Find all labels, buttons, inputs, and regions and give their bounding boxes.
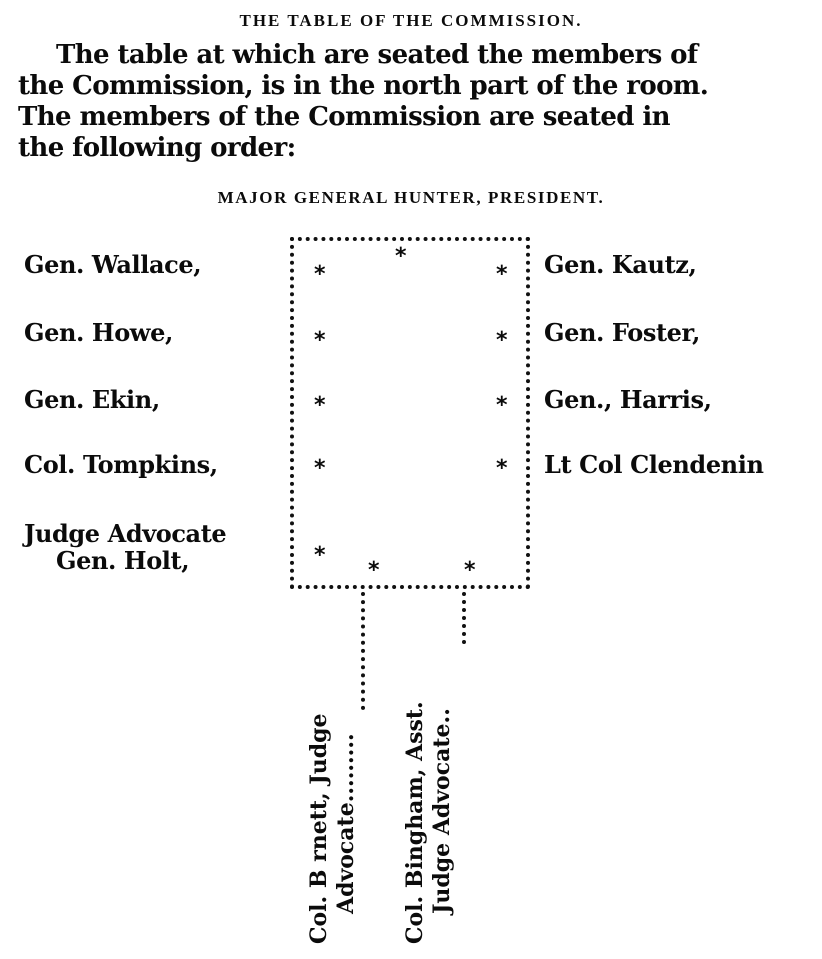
seat-marker: * bbox=[496, 328, 508, 353]
member-tompkins: Col. Tompkins, bbox=[24, 450, 218, 479]
seat-marker: * bbox=[314, 543, 326, 568]
seat-marker: * bbox=[314, 328, 326, 353]
member-harris: Gen., Harris, bbox=[544, 385, 712, 414]
commission-table-outline bbox=[290, 237, 530, 589]
seat-marker: * bbox=[496, 393, 508, 418]
bingham-line-1: Col. Bingham, Asst. bbox=[402, 701, 428, 944]
intro-line: the following order: bbox=[18, 133, 296, 163]
burnett-line-2: Advocate......... bbox=[333, 733, 359, 914]
leader-dots bbox=[462, 592, 466, 644]
intro-paragraph bbox=[18, 40, 808, 164]
article-heading: THE TABLE OF THE COMMISSION. bbox=[239, 11, 583, 30]
seat-marker: * bbox=[496, 456, 508, 481]
member-foster: Gen. Foster, bbox=[544, 318, 700, 347]
seat-marker: * bbox=[496, 262, 508, 287]
president-line: MAJOR GENERAL HUNTER, PRESIDENT. bbox=[217, 188, 605, 207]
leader-dots bbox=[361, 592, 365, 710]
judge-advocate-name: Gen. Holt, bbox=[56, 546, 190, 575]
member-kautz: Gen. Kautz, bbox=[544, 250, 697, 279]
bingham-line-2: Judge Advocate.. bbox=[429, 708, 455, 914]
member-wallace: Gen. Wallace, bbox=[24, 250, 202, 279]
assistant-burnett-label bbox=[306, 713, 360, 944]
burnett-line-1: Col. B rnett, Judge bbox=[306, 713, 332, 944]
member-ekin: Gen. Ekin, bbox=[24, 385, 160, 414]
member-howe: Gen. Howe, bbox=[24, 318, 173, 347]
member-clendenin: Lt Col Clendenin bbox=[544, 450, 764, 479]
seat-marker: * bbox=[464, 558, 476, 583]
seat-marker: * bbox=[314, 262, 326, 287]
intro-line: the Commission, is in the north part of the room. bbox=[18, 71, 709, 101]
intro-line: The members of the Commission are seated in bbox=[18, 102, 670, 132]
judge-advocate-title: Judge Advocate bbox=[24, 519, 227, 548]
seat-marker: * bbox=[314, 393, 326, 418]
judge-advocate-holt bbox=[24, 520, 286, 574]
seat-marker: * bbox=[314, 456, 326, 481]
intro-line: The table at which are seated the members of bbox=[56, 40, 698, 70]
seat-marker-president: * bbox=[395, 244, 407, 269]
assistant-bingham-label bbox=[402, 701, 456, 944]
seat-marker: * bbox=[368, 558, 380, 583]
